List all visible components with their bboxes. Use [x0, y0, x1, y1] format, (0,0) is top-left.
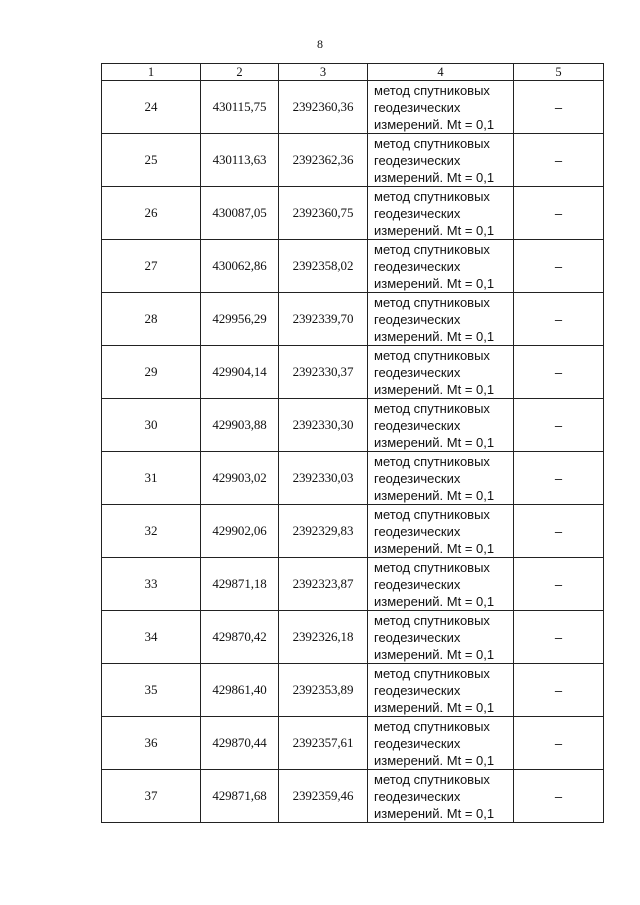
x-coordinate-cell: 430087,05 — [201, 187, 279, 240]
page-number: 8 — [317, 37, 323, 51]
point-number-cell: 30 — [102, 399, 201, 452]
point-number-cell: 35 — [102, 664, 201, 717]
x-coordinate-cell: 429903,02 — [201, 452, 279, 505]
note-cell: – — [514, 134, 604, 187]
note-cell: – — [514, 293, 604, 346]
x-coordinate-cell: 430115,75 — [201, 81, 279, 134]
y-coordinate-cell: 2392330,30 — [279, 399, 368, 452]
method-cell: метод спутниковых геодезических измерений. Mt = 0,1 — [368, 611, 514, 664]
method-cell: метод спутниковых геодезических измерений. Mt = 0,1 — [368, 293, 514, 346]
note-cell: – — [514, 505, 604, 558]
table-row — [102, 240, 604, 293]
method-cell: метод спутниковых геодезических измерений. Mt = 0,1 — [368, 505, 514, 558]
note-cell: – — [514, 611, 604, 664]
note-cell: – — [514, 187, 604, 240]
table-row — [102, 505, 604, 558]
method-cell: метод спутниковых геодезических измерений. Mt = 0,1 — [368, 717, 514, 770]
method-cell: метод спутниковых геодезических измерений. Mt = 0,1 — [368, 664, 514, 717]
column-header-4: 4 — [368, 64, 514, 81]
y-coordinate-cell: 2392330,03 — [279, 452, 368, 505]
y-coordinate-cell: 2392329,83 — [279, 505, 368, 558]
table-row — [102, 611, 604, 664]
table-row — [102, 664, 604, 717]
method-cell: метод спутниковых геодезических измерений. Mt = 0,1 — [368, 134, 514, 187]
note-cell: – — [514, 717, 604, 770]
point-number-cell: 32 — [102, 505, 201, 558]
method-cell: метод спутниковых геодезических измерений. Mt = 0,1 — [368, 399, 514, 452]
method-cell: метод спутниковых геодезических измерений. Mt = 0,1 — [368, 187, 514, 240]
point-number-cell: 28 — [102, 293, 201, 346]
y-coordinate-cell: 2392357,61 — [279, 717, 368, 770]
note-cell: – — [514, 664, 604, 717]
method-cell: метод спутниковых геодезических измерений. Mt = 0,1 — [368, 240, 514, 293]
point-number-cell: 25 — [102, 134, 201, 187]
table-row — [102, 293, 604, 346]
table-row — [102, 399, 604, 452]
x-coordinate-cell: 429903,88 — [201, 399, 279, 452]
point-number-cell: 29 — [102, 346, 201, 399]
table-row — [102, 452, 604, 505]
y-coordinate-cell: 2392362,36 — [279, 134, 368, 187]
note-cell: – — [514, 346, 604, 399]
y-coordinate-cell: 2392330,37 — [279, 346, 368, 399]
note-cell: – — [514, 81, 604, 134]
table-row — [102, 346, 604, 399]
table-row — [102, 770, 604, 823]
x-coordinate-cell: 429870,42 — [201, 611, 279, 664]
x-coordinate-cell: 430062,86 — [201, 240, 279, 293]
column-header-1: 1 — [102, 64, 201, 81]
y-coordinate-cell: 2392360,36 — [279, 81, 368, 134]
column-header-3: 3 — [279, 64, 368, 81]
x-coordinate-cell: 429861,40 — [201, 664, 279, 717]
column-header-2: 2 — [201, 64, 279, 81]
y-coordinate-cell: 2392358,02 — [279, 240, 368, 293]
y-coordinate-cell: 2392360,75 — [279, 187, 368, 240]
y-coordinate-cell: 2392339,70 — [279, 293, 368, 346]
x-coordinate-cell: 429871,68 — [201, 770, 279, 823]
x-coordinate-cell: 429902,06 — [201, 505, 279, 558]
point-number-cell: 37 — [102, 770, 201, 823]
x-coordinate-cell: 430113,63 — [201, 134, 279, 187]
table-header-row — [102, 64, 604, 81]
note-cell: – — [514, 399, 604, 452]
point-number-cell: 34 — [102, 611, 201, 664]
point-number-cell: 31 — [102, 452, 201, 505]
point-number-cell: 26 — [102, 187, 201, 240]
note-cell: – — [514, 558, 604, 611]
point-number-cell: 36 — [102, 717, 201, 770]
note-cell: – — [514, 240, 604, 293]
y-coordinate-cell: 2392353,89 — [279, 664, 368, 717]
method-cell: метод спутниковых геодезических измерений. Mt = 0,1 — [368, 558, 514, 611]
x-coordinate-cell: 429871,18 — [201, 558, 279, 611]
x-coordinate-cell: 429904,14 — [201, 346, 279, 399]
x-coordinate-cell: 429956,29 — [201, 293, 279, 346]
method-cell: метод спутниковых геодезических измерений. Mt = 0,1 — [368, 770, 514, 823]
method-cell: метод спутниковых геодезических измерений. Mt = 0,1 — [368, 452, 514, 505]
coordinates-table — [101, 63, 604, 823]
table-row — [102, 558, 604, 611]
point-number-cell: 24 — [102, 81, 201, 134]
y-coordinate-cell: 2392326,18 — [279, 611, 368, 664]
table-row — [102, 187, 604, 240]
table-row — [102, 81, 604, 134]
point-number-cell: 33 — [102, 558, 201, 611]
method-cell: метод спутниковых геодезических измерений. Mt = 0,1 — [368, 81, 514, 134]
x-coordinate-cell: 429870,44 — [201, 717, 279, 770]
y-coordinate-cell: 2392359,46 — [279, 770, 368, 823]
y-coordinate-cell: 2392323,87 — [279, 558, 368, 611]
point-number-cell: 27 — [102, 240, 201, 293]
table-row — [102, 134, 604, 187]
method-cell: метод спутниковых геодезических измерений. Mt = 0,1 — [368, 346, 514, 399]
column-header-5: 5 — [514, 64, 604, 81]
note-cell: – — [514, 770, 604, 823]
table-row — [102, 717, 604, 770]
note-cell: – — [514, 452, 604, 505]
